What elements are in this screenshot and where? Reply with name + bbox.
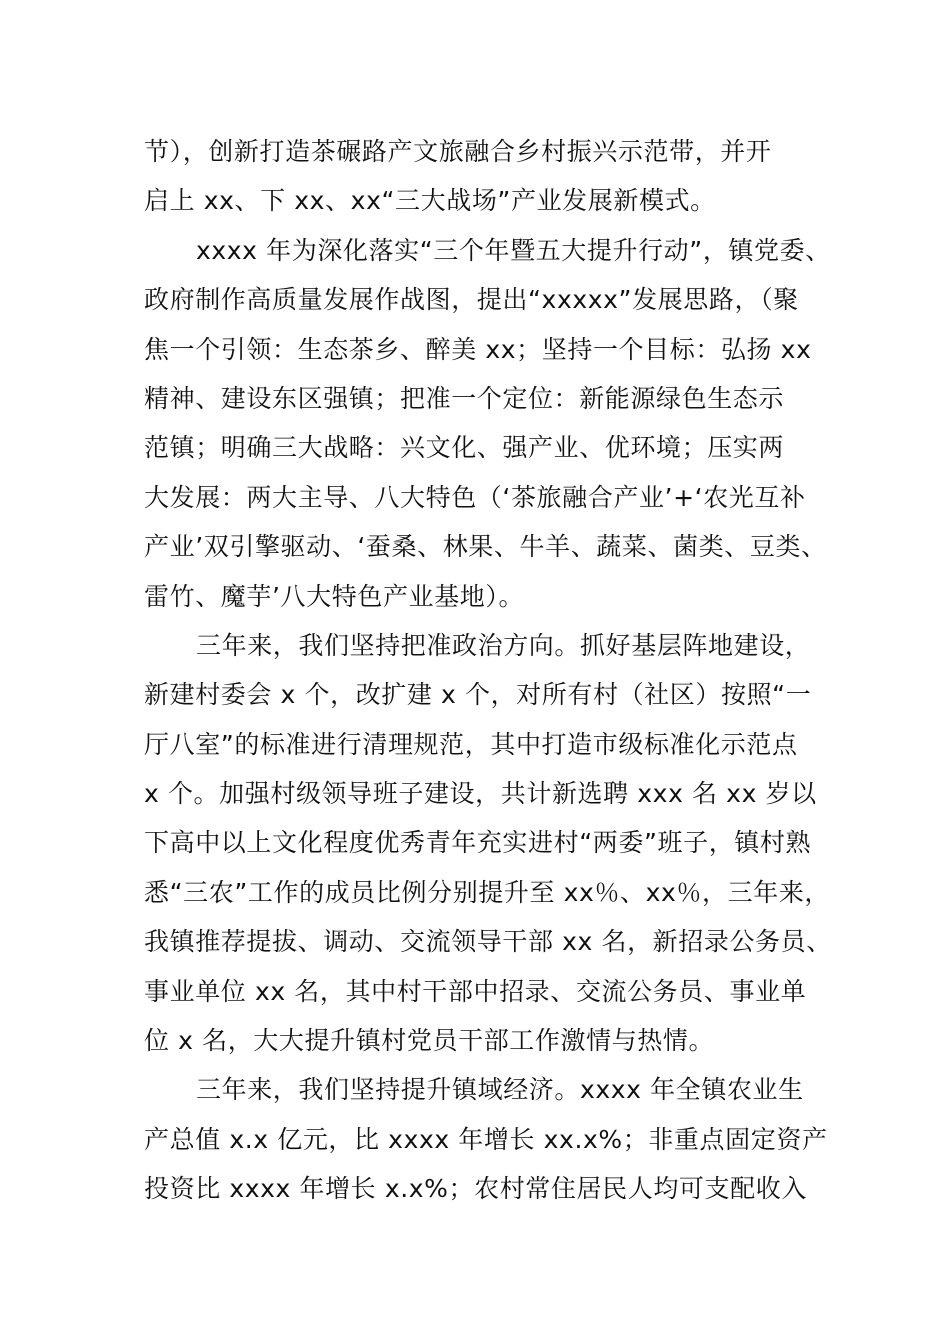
text-line: 节），创新打造茶碾路产文旅融合乡村振兴示范带，并开 (144, 137, 772, 166)
text-line: 事业单位 xx 名，其中村干部中招录、交流公务员、事业单 (144, 976, 807, 1006)
paragraph-start-line: 三年来，我们坚持提升镇域经济。xxxx 年全镇农业生 (196, 1075, 804, 1105)
text-line: 产总值 x.x 亿元，比 xxxx 年增长 xx.x%；非重点固定资产 (144, 1124, 828, 1154)
text-line: 新建村委会 x 个，改扩建 x 个，对所有村（社区）按照“一 (144, 680, 812, 710)
text-line: 厅八室”的标准进行清理规范，其中打造市级标准化示范点 (144, 729, 798, 759)
text-line: 焦一个引领：生态茶乡、醉美 xx；坚持一个目标：弘扬 xx (144, 334, 812, 364)
text-line: 投资比 xxxx 年增长 x.x%；农村常住居民人均可支配收入 (144, 1174, 807, 1204)
paragraph-start-line: xxxx 年为深化落实“三个年暨五大提升行动”，镇党委、 (196, 235, 831, 265)
text-line: 我镇推荐提拔、调动、交流领导干部 xx 名，新招录公务员、 (144, 927, 832, 957)
text-line: 雷竹、魔芋’八大特色产业基地）。 (144, 581, 525, 611)
text-line: x 个。加强村级领导班子建设，共计新选聘 xxx 名 xx 岁以 (144, 779, 817, 809)
text-line: 精神、建设东区强镇；把准一个定位：新能源绿色生态示 (144, 383, 785, 413)
text-line: 大发展：两大主导、八大特色（‘茶旅融合产业’+‘农光互补 (144, 482, 806, 512)
text-line: 下高中以上文化程度优秀青年充实进村“两委”班子，镇村熟 (144, 828, 812, 858)
text-line: 启上 xx、下 xx、xx“三大战场”产业发展新模式。 (144, 186, 716, 216)
body-text (144, 127, 834, 1214)
text-line: 政府制作高质量发展作战图，提出“xxxxx”发展思路，（聚 (144, 285, 799, 315)
text-line: 范镇；明确三大战略：兴文化、强产业、优环境；压实两 (144, 433, 785, 463)
text-line: 产业’双引擎驱动、‘蚕桑、林果、牛羊、蔬菜、菌类、豆类、 (144, 532, 827, 562)
paragraph-start-line: 三年来，我们坚持把准政治方向。抓好基层阵地建设， (196, 630, 811, 660)
text-line: 位 x 名，大大提升镇村党员干部工作激情与热情。 (144, 1026, 715, 1056)
text-line: 悉“三农”工作的成员比例分别提升至 xx％、xx％，三年来， (144, 877, 831, 907)
